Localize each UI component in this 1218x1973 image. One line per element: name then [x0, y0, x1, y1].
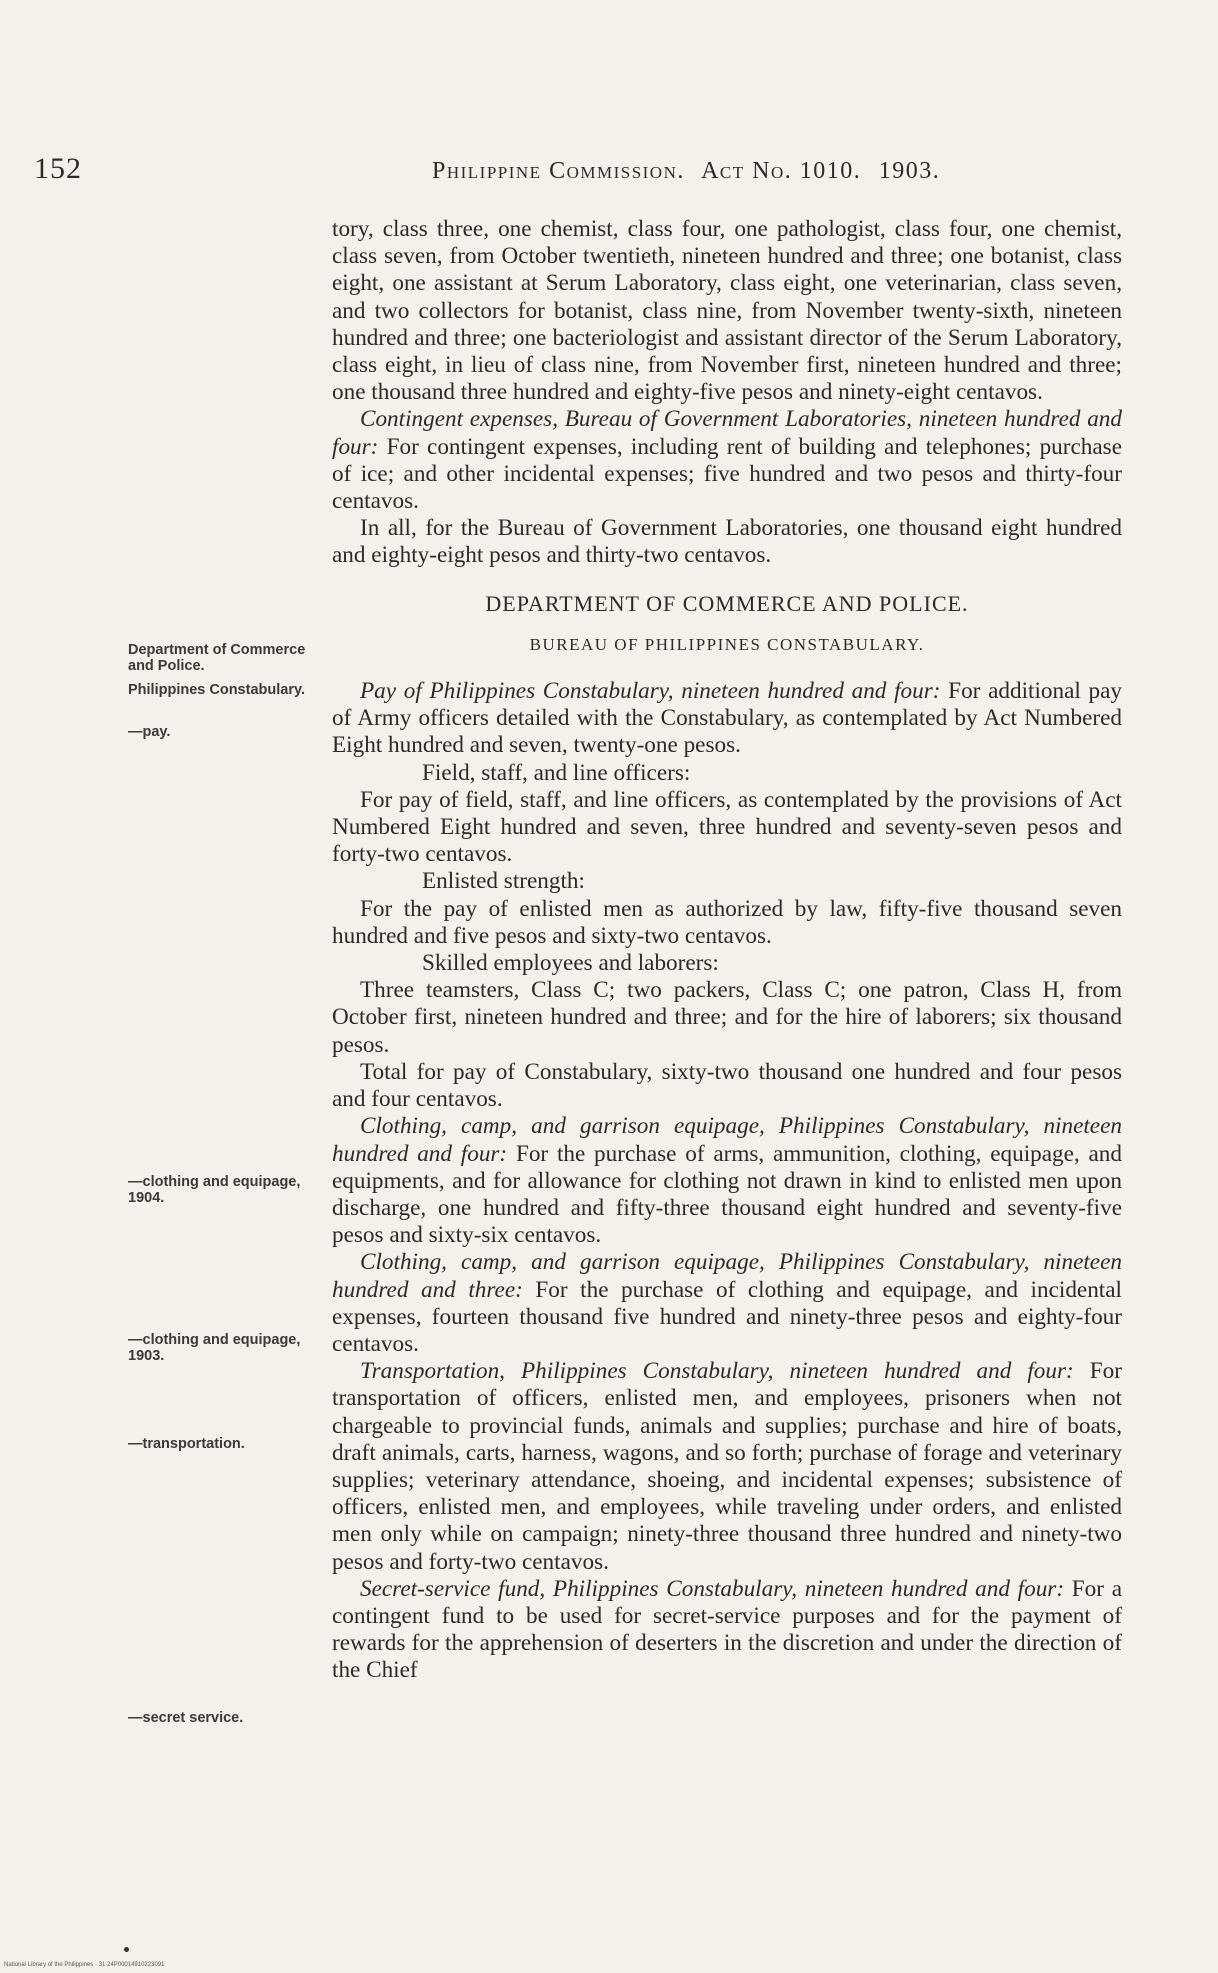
paragraph-clothing-1903 [332, 1249, 1122, 1358]
transportation-text: For transportation of officers, enlisted men, and employees, prisoners when not chargeable to provincial funds, animals and supplies; purchase and hire of boats, draft animals, carts, harness, wagons, and so forth; purchase of forage and veterinary supplies; veterinary attendance, shoeing, and incidental expenses; subsistence of officers, enlisted men, and employees, while traveling under orders, and enlisted men only while on campaign; ninety-three thousand three hundred and ninety-two pesos and forty-two centavos. [332, 1358, 1122, 1575]
secret-service-text: For a contingent fund to be used for secret-service purposes and for the payment of rewards for the apprehension of deserters in the discretion and under the direction of the Chief [332, 1575, 1122, 1684]
paragraph-total: Total for pay of Constabulary, sixty-two thousand one hundred and four pesos and four centavos. [332, 1058, 1122, 1113]
margin-note-secret-service: —secret service. [128, 1710, 244, 1726]
department-heading: DEPARTMENT OF COMMERCE AND POLICE. [485, 590, 969, 616]
running-head-act: Act No. 1010. [701, 158, 862, 184]
pay-title: Pay of Philippines Constabulary, nineteen hundred and four: [360, 678, 941, 705]
running-head-year: 1903. [878, 158, 941, 184]
subhead-enlisted: Enlisted strength: [422, 868, 585, 895]
body-text [332, 216, 1122, 1685]
footer-credit: National Library of the Philippines · 31 24P00014910223091 [4, 1962, 165, 1968]
bureau-heading: BUREAU OF PHILIPPINES CONSTABULARY. [529, 634, 925, 654]
paragraph-pay [332, 678, 1122, 760]
paragraph-skilled: Three teamsters, Class C; two packers, Class C; one patron, Class H, from October first, nineteen hundred and three; and for the hire of laborers; six thousand pesos. [332, 977, 1122, 1058]
margin-note-transportation: —transportation. [128, 1436, 245, 1452]
subhead-field: Field, staff, and line officers: [422, 759, 691, 786]
pay-text: For additional pay of Army officers detailed with the Constabulary, as contemplated by Act Numbered Eight hundred and seven, twenty-one pesos. [332, 678, 1122, 759]
clothing-1904-title: Clothing, camp, and garrison equipage, Philippines Constabulary, nineteen hundred and four: [332, 1113, 1122, 1167]
paragraph-in-all: In all, for the Bureau of Government Laboratories, one thousand eight hundred and eighty-eight pesos and thirty-two centavos. [332, 515, 1122, 569]
page-number: 152 [34, 152, 82, 185]
paragraph-clothing-1904 [332, 1113, 1122, 1249]
margin-note-clothing-1904: —clothing and equipage, 1904. [128, 1174, 301, 1206]
clothing-1903-text: For the purchase of clothing and equipage, and incidental expenses, fourteen thousand five hundred and ninety-three pesos and eighty-four centavos. [332, 1276, 1122, 1357]
ink-speck [124, 1947, 129, 1952]
margin-note-pay: —pay. [128, 724, 171, 740]
margin-note-dept: Department of Commerce and Police. [128, 642, 306, 674]
running-head [432, 158, 950, 185]
subhead-skilled: Skilled employees and laborers: [422, 950, 719, 977]
paragraph-continued: tory, class three, one chemist, class four, one pathologist, class four, one chemist, class seven, from October twentieth, nineteen hundred and three; one botanist, class eight, one assistant at Serum Laboratory, class eight, one veterinarian, class seven, and two collectors for botanist, class nine, from November twenty-sixth, nineteen hundred and three; one bacteriologist and assistant director of the Serum Laboratory, class eight, in lieu of class nine, from November first, nineteen hundred and three; one thousand three hundred and eighty-five pesos and ninety-eight centavos. [332, 216, 1122, 406]
contingent-text: For contingent expenses, including rent of building and telephones; purchase of ice; and other incidental expenses; five hundred and two pesos and thirty-four centavos. [332, 433, 1122, 515]
paragraph-enlisted: For the pay of enlisted men as authorized by law, fifty-five thousand seven hundred and five pesos and sixty-two centavos. [332, 895, 1122, 949]
margin-note-clothing-1903: —clothing and equipage, 1903. [128, 1332, 301, 1364]
clothing-1903-title: Clothing, camp, and garrison equipage, Philippines Constabulary, nineteen hundred and three: [332, 1249, 1122, 1303]
margin-note-constabulary: Philippines Constabulary. [128, 682, 305, 698]
paragraph-field: For pay of field, staff, and line officers, as contemplated by the provisions of Act Numbered Eight hundred and seven, three hundred and seventy-seven pesos and forty-two centavos. [332, 786, 1122, 868]
paragraph-secret-service [332, 1576, 1122, 1685]
paragraph-contingent [332, 406, 1122, 515]
transportation-title: Transportation, Philippines Constabulary, nineteen hundred and four: [360, 1358, 1074, 1385]
contingent-title: Contingent expenses, Bureau of Government Laboratories, nineteen hundred and four: [332, 406, 1122, 460]
secret-service-title: Secret-service fund, Philippines Constabulary, nineteen hundred and four: [360, 1575, 1065, 1602]
running-head-title: Philippine Commission. [432, 158, 685, 184]
clothing-1904-text: For the purchase of arms, ammunition, clothing, equipage, and equipments, and for allowance for clothing not drawn in kind to enlisted men upon discharge, one hundred and fifty-three thousand eight hundred and seventy-five pesos and sixty-six centavos. [332, 1140, 1122, 1249]
paragraph-transportation [332, 1358, 1122, 1576]
